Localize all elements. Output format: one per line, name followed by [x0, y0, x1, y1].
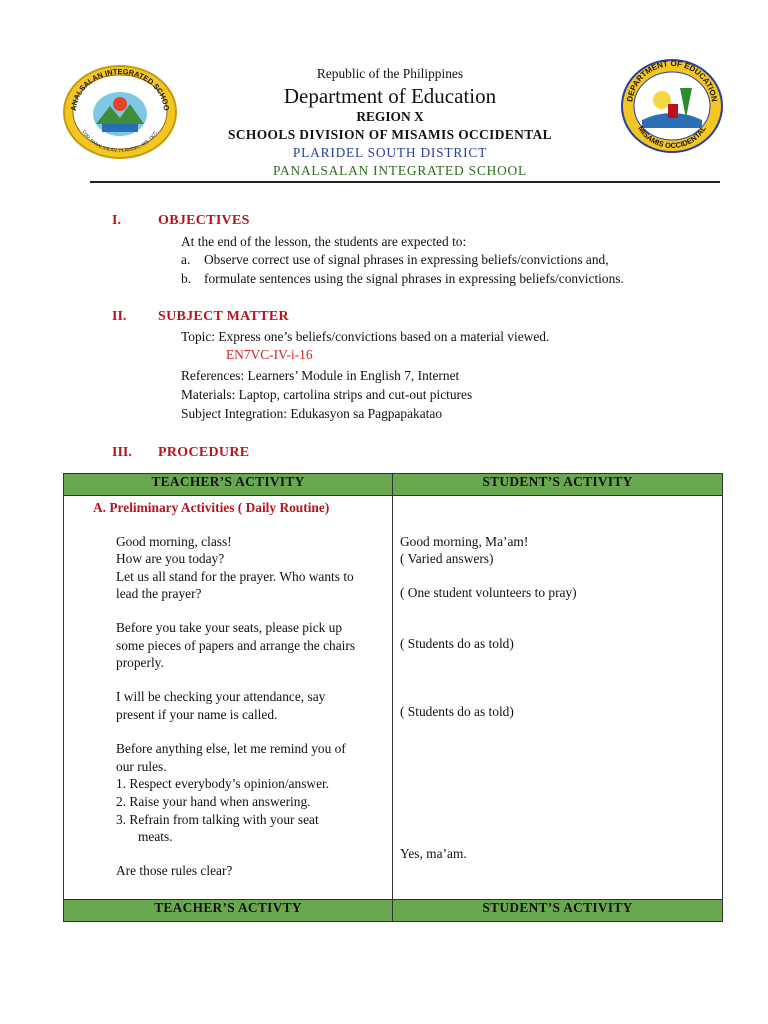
student-line: ( One student volunteers to pray)	[400, 585, 577, 600]
republic-text: Republic of the Philippines	[316, 66, 464, 81]
header-divider	[90, 181, 720, 183]
objectives-heading: OBJECTIVES	[158, 213, 250, 228]
school-name-text: PANALSALAN INTEGRATED SCHOOL	[272, 163, 527, 178]
teacher-line: properly.	[116, 655, 164, 670]
objectives-intro: At the end of the lesson, the students are expected to:	[181, 234, 467, 249]
teacher-line: present if your name is called.	[116, 707, 278, 722]
procedure-number: III.	[112, 445, 132, 460]
student-line: Yes, ma’am.	[400, 846, 467, 861]
references-text: References: Learners’ Module in English 7, Internet	[181, 368, 460, 383]
materials-text: Materials: Laptop, cartolina strips and cut-out pictures	[181, 387, 473, 402]
teacher-line: Are those rules clear?	[116, 863, 233, 878]
procedure-table	[63, 473, 723, 922]
right-logo-bottom-text: MISAMIS OCCIDENTAL	[636, 124, 708, 151]
teacher-activity-cell	[64, 496, 393, 900]
division-text: SCHOOLS DIVISION OF MISAMIS OCCIDENTAL	[228, 127, 552, 142]
department-title: Department of Education	[283, 84, 497, 108]
student-line: Good morning, Ma’am!	[400, 534, 529, 549]
teacher-line: our rules.	[116, 759, 167, 774]
teacher-line: some pieces of papers and arrange the chairs	[116, 638, 356, 653]
teacher-activity-header: TEACHER’S ACTIVITY	[64, 474, 393, 496]
left-logo-bottom-text: COR. PANALSALAN, PLARIDEL, MIS. OCC.	[81, 129, 159, 154]
left-logo-top-text: ANALSALAN INTEGRATED SCHOO	[68, 66, 172, 112]
right-logo-top-text: DEPARTMENT OF EDUCATION	[625, 58, 719, 103]
rule-item-continuation: meats.	[138, 829, 173, 844]
rule-item: 1. Respect everybody’s opinion/answer.	[116, 776, 330, 791]
student-line: ( Varied answers)	[400, 551, 494, 566]
teacher-line: Let us all stand for the prayer. Who wants to	[116, 569, 354, 584]
competency-code: EN7VC-IV-i-16	[226, 347, 313, 362]
student-line: ( Students do as told)	[400, 704, 514, 719]
objective-item-b: formulate sentences using the signal phrases in expressing beliefs/convictions.	[204, 271, 624, 286]
objective-item-a: Observe correct use of signal phrases in expressing beliefs/convictions and,	[204, 252, 609, 267]
procedure-heading: PROCEDURE	[158, 445, 250, 460]
region-text: REGION X	[356, 109, 424, 124]
teacher-line: lead the prayer?	[116, 586, 202, 601]
teacher-line: How are you today?	[116, 551, 225, 566]
subject-matter-number: II.	[112, 309, 127, 324]
student-activity-cell	[393, 496, 723, 900]
school-seal-logo	[62, 64, 178, 160]
student-line: ( Students do as told)	[400, 636, 514, 651]
teacher-line: I will be checking your attendance, say	[116, 689, 326, 704]
subject-matter-heading: SUBJECT MATTER	[158, 309, 289, 324]
preliminary-activities-heading: A. Preliminary Activities ( Daily Routine)	[93, 500, 330, 515]
objective-marker-b: b.	[181, 271, 192, 286]
topic-text: Topic: Express one’s beliefs/convictions based on a material viewed.	[181, 329, 550, 344]
rule-item: 3. Refrain from talking with your seat	[116, 812, 319, 827]
deped-seal-logo	[620, 58, 724, 154]
teacher-line: Before anything else, let me remind you of	[116, 741, 346, 756]
objectives-number: I.	[112, 213, 121, 228]
student-activity-header: STUDENT’S ACTIVITY	[393, 474, 723, 496]
objective-marker-a: a.	[181, 252, 191, 267]
integration-text: Subject Integration: Edukasyon sa Pagpapakatao	[181, 406, 443, 421]
district-text: PLARIDEL SOUTH DISTRICT	[292, 145, 488, 160]
teacher-line: Good morning, class!	[116, 534, 232, 549]
teacher-activity-footer-header: TEACHER’S ACTIVTY	[64, 900, 393, 922]
rule-item: 2. Raise your hand when answering.	[116, 794, 311, 809]
teacher-line: Before you take your seats, please pick up	[116, 620, 343, 635]
student-activity-footer-header: STUDENT’S ACTIVITY	[393, 900, 723, 922]
